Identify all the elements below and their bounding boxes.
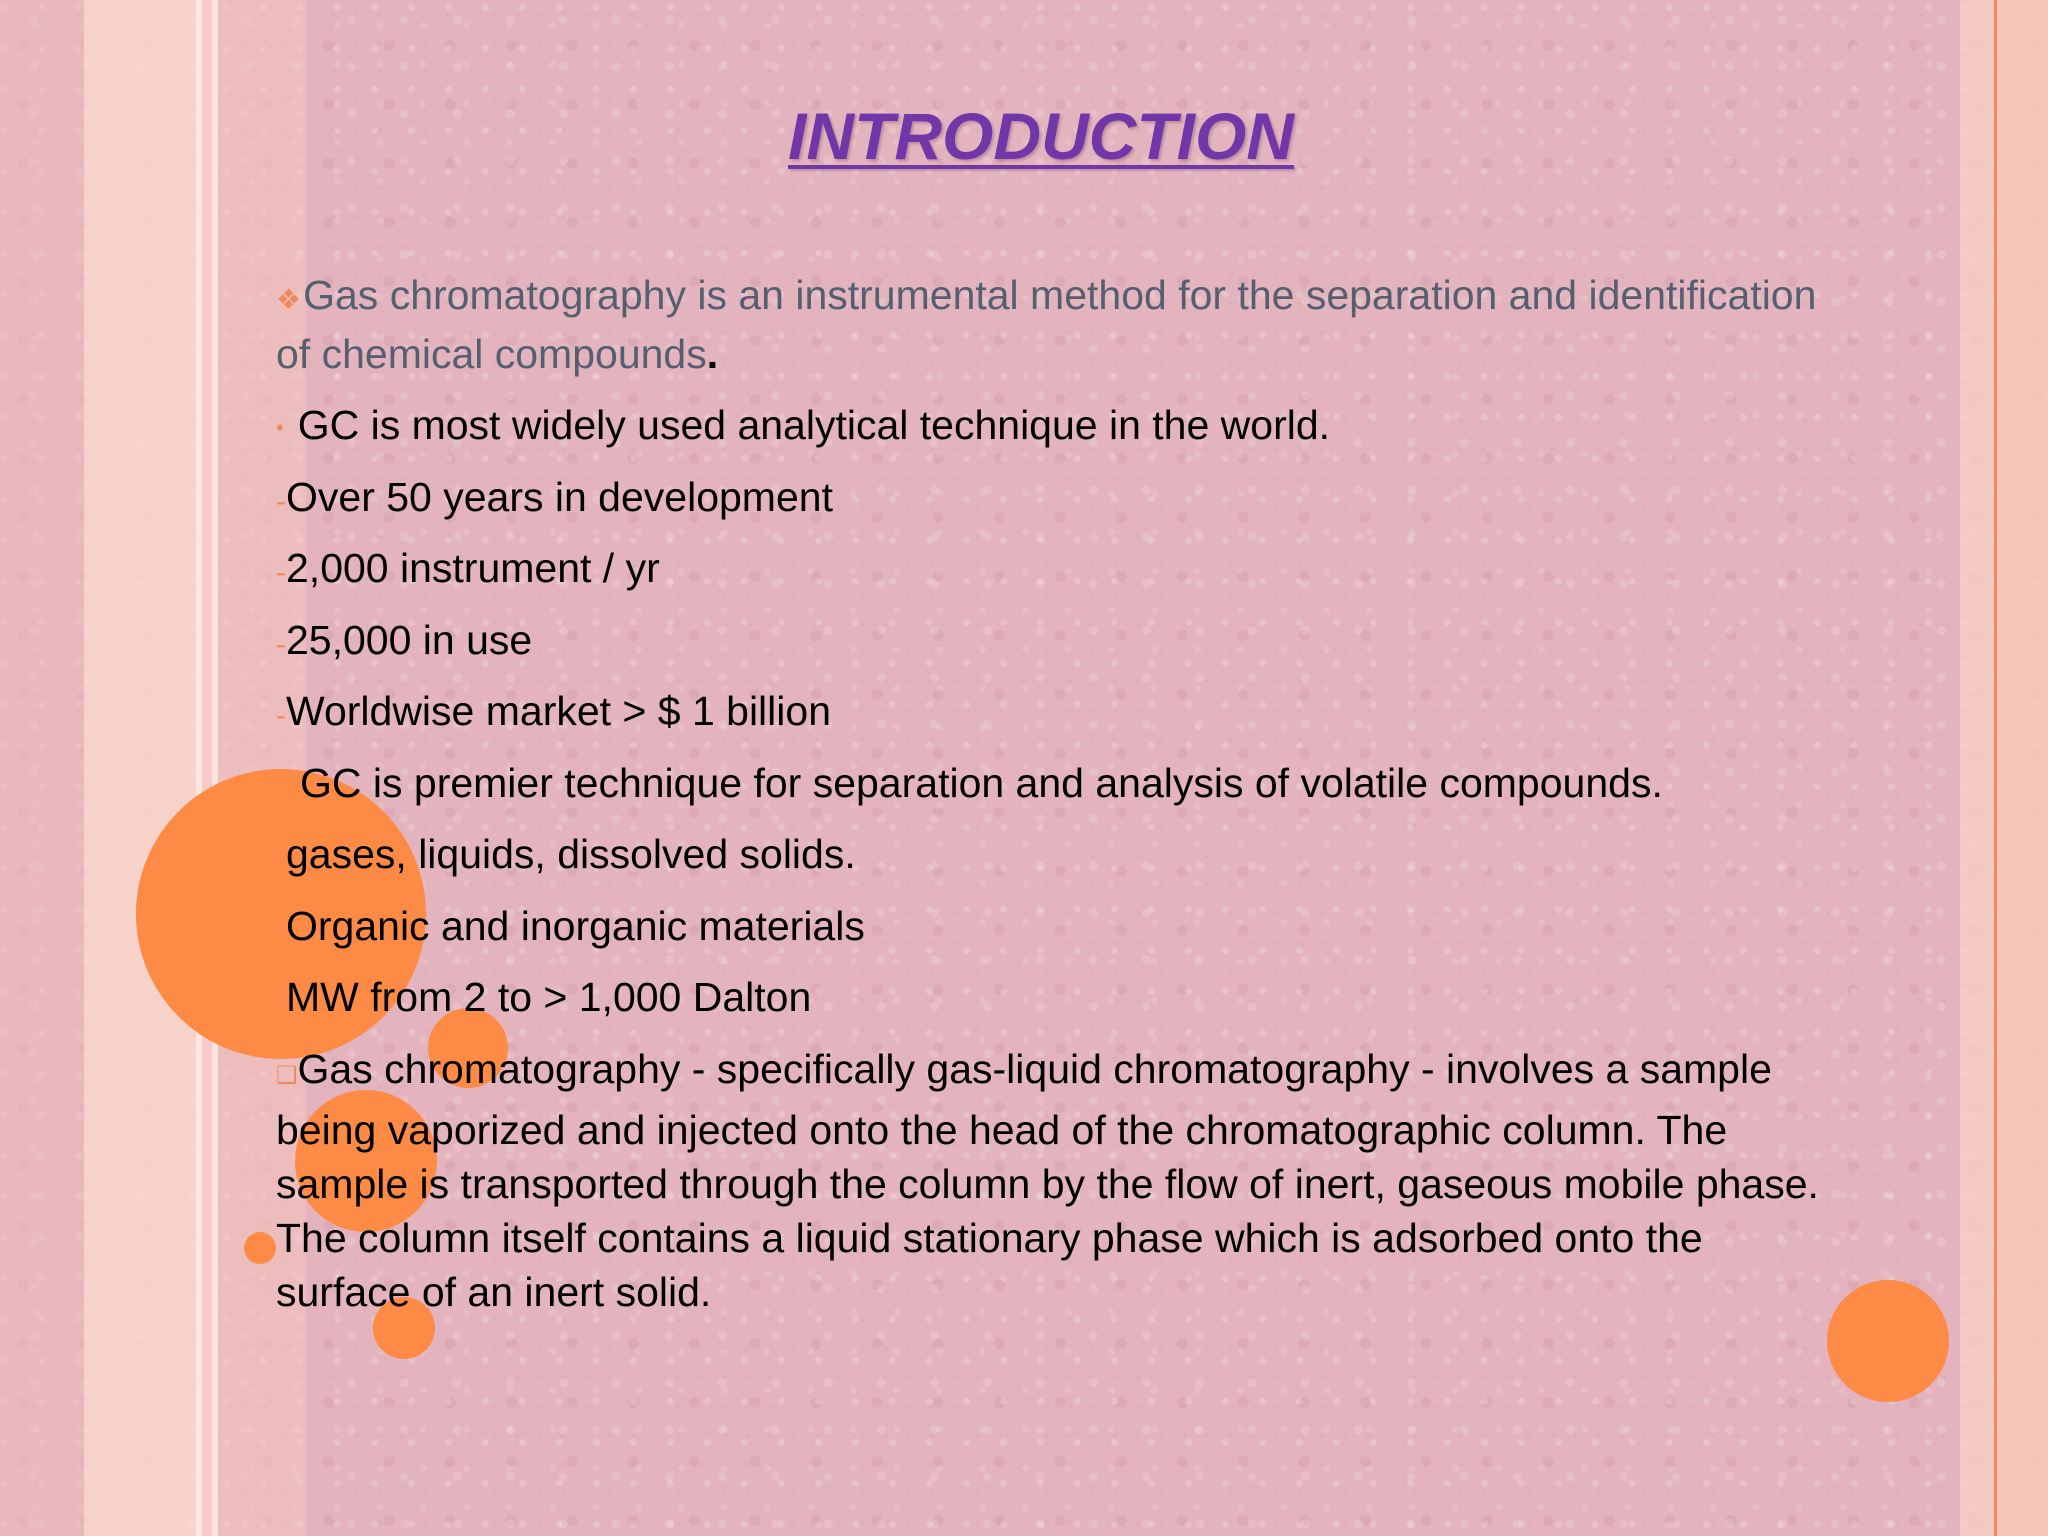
slide-title: INTRODUCTION <box>788 99 1294 173</box>
left-stripe <box>0 0 84 1536</box>
intro-paragraph <box>276 268 1836 381</box>
dot-bullet-icon: • <box>276 415 284 441</box>
list-item <box>276 470 1836 524</box>
right-stripe <box>1997 0 2048 1536</box>
dash-bullet-icon: - <box>276 484 286 518</box>
list-item <box>276 613 1836 667</box>
slide-body <box>276 268 1836 1319</box>
list-item <box>276 541 1836 595</box>
list-item <box>276 827 1836 881</box>
list-item <box>276 684 1836 738</box>
list-item-text: 25,000 in use <box>286 616 533 663</box>
list-item-text: gases, liquids, dissolved solids. <box>286 831 856 877</box>
list-item-text: Worldwise market > $ 1 billion <box>286 688 831 734</box>
right-stripe <box>1960 0 1994 1536</box>
list-item <box>276 970 1836 1024</box>
list-item-text: Organic and inorganic materials <box>286 902 865 949</box>
intro-text: Gas chromatography is an instrumental method for the separation and identification of chemical compounds <box>276 272 1817 377</box>
list-item-text: Over 50 years in development <box>286 473 833 520</box>
diamond-cluster-icon: ❖ <box>276 284 302 315</box>
closing-text: Gas chromatography - specifically gas-liquid chromatography - involves a sample being vaporized and injected onto the head of the chromatographic column. The sample is transported through the column by the flow of inert, gaseous mobile phase. The column itself contains a liquid stationary phase which is adsorbed onto the surface of an inert solid. <box>276 1045 1819 1315</box>
square-bullet-icon: ❑ <box>276 1061 298 1089</box>
intro-period: . <box>706 331 719 377</box>
left-stripe <box>84 0 196 1536</box>
list-item <box>276 398 1836 452</box>
left-stripe <box>202 0 212 1536</box>
closing-paragraph <box>276 1042 1836 1319</box>
list-item-text: GC is premier technique for separation and analysis of volatile compounds. <box>300 759 1663 806</box>
decorative-circle <box>1827 1280 1949 1402</box>
list-item-text: GC is most widely used analytical technique in the world. <box>297 402 1331 448</box>
dash-bullet-icon: - <box>276 627 286 661</box>
dash-bullet-icon: - <box>276 699 286 732</box>
dash-bullet-icon: - <box>276 556 286 589</box>
list-item <box>276 899 1836 953</box>
list-item-text: MW from 2 to > 1,000 Dalton <box>286 974 812 1020</box>
list-item <box>276 756 1836 810</box>
list-item-text: 2,000 instrument / yr <box>286 545 660 591</box>
decorative-circle <box>244 1232 276 1264</box>
